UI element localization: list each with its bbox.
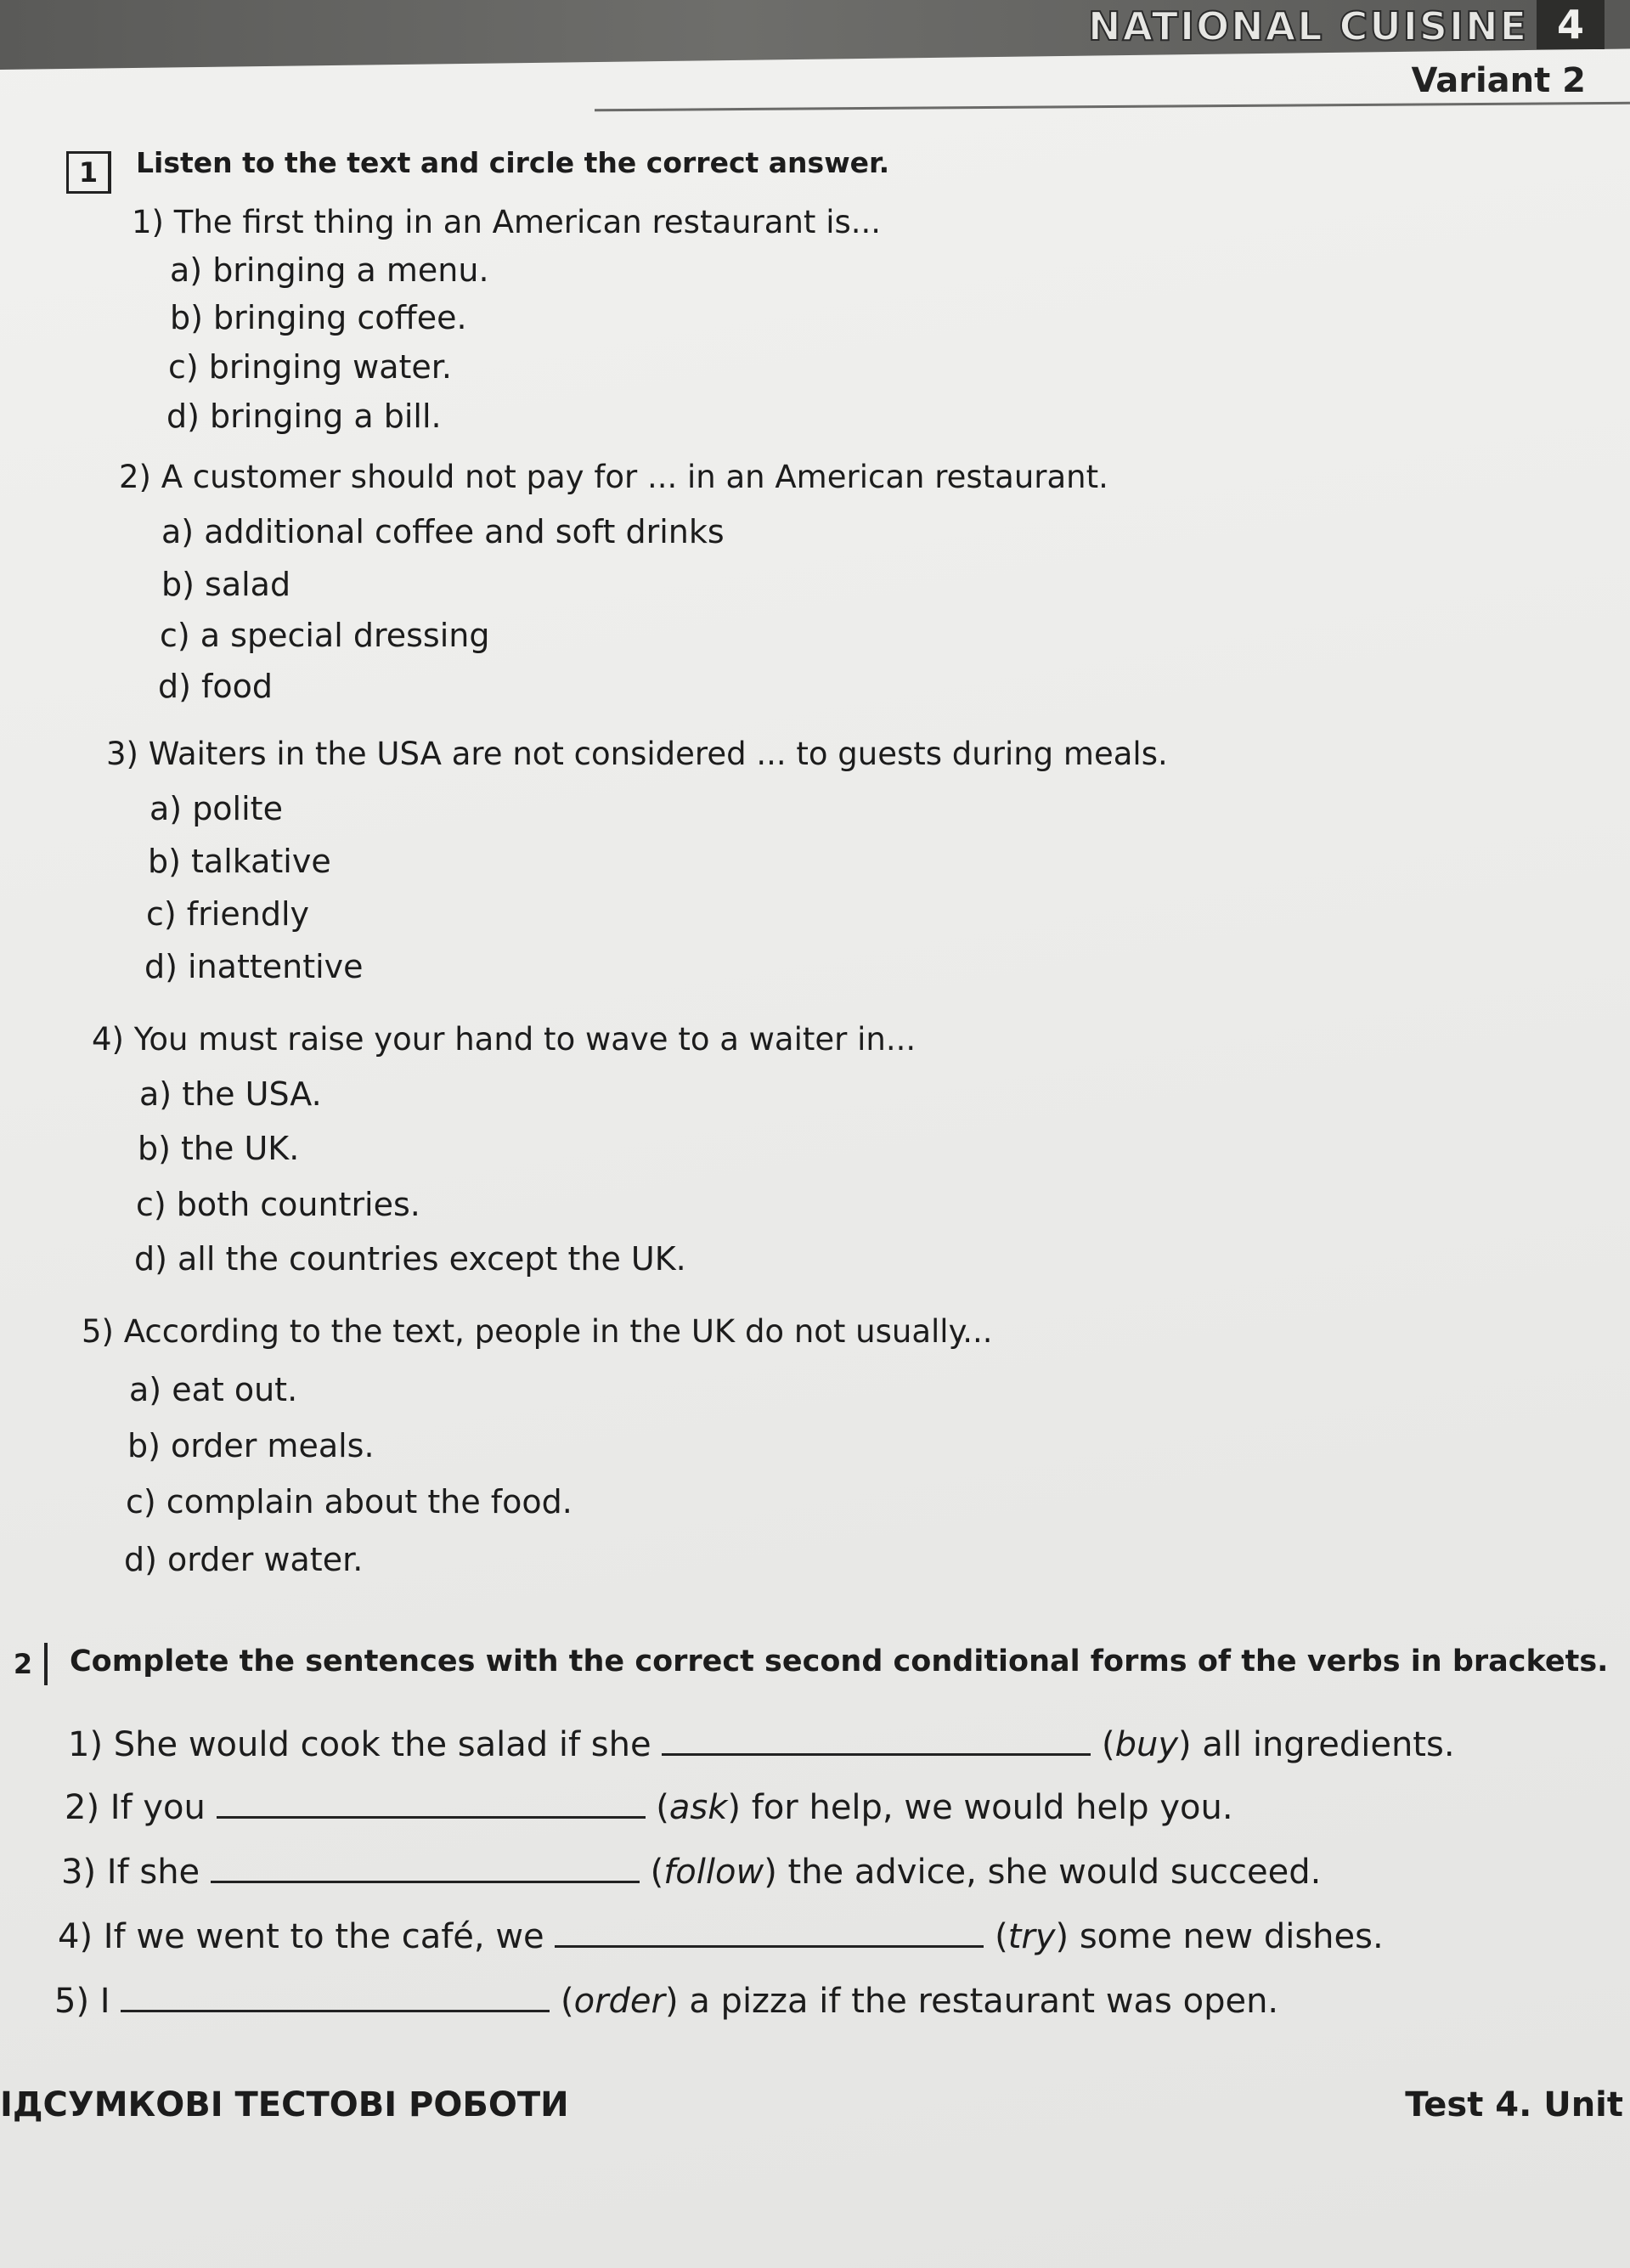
task-number-1: 1 <box>66 151 111 194</box>
sentence-4: 4) If we went to the café, we (try) some new dishes. <box>58 1917 1384 1956</box>
question-5-option-c[interactable]: c) complain about the food. <box>126 1483 572 1520</box>
task-number-2: 2 <box>2 1643 48 1685</box>
question-2: 2) A customer should not pay for ... in an American restaurant. <box>119 459 1108 495</box>
verb-hint-3: follow <box>663 1853 764 1892</box>
task-1-instruction: Listen to the text and circle the correct answer. <box>136 146 890 179</box>
question-3-option-d[interactable]: d) inattentive <box>144 948 364 985</box>
footer-series-title: ІДСУМКОВІ ТЕСТОВІ РОБОТИ <box>0 2085 569 2124</box>
question-1-option-b[interactable]: b) bringing coffee. <box>170 299 467 336</box>
footer-test-label: Test 4. Unit <box>1405 2085 1623 2124</box>
question-1-option-c[interactable]: c) bringing water. <box>168 348 453 386</box>
question-3-option-c[interactable]: c) friendly <box>146 895 309 933</box>
question-2-option-a[interactable]: a) additional coffee and soft drinks <box>161 513 725 550</box>
sentence-4-end: some new dishes. <box>1079 1917 1384 1956</box>
question-3-option-a[interactable]: a) polite <box>149 790 283 827</box>
question-5-option-b[interactable]: b) order meals. <box>127 1427 375 1464</box>
section-title: NATIONAL CUISINE <box>1088 3 1528 49</box>
verb-hint-2: ask <box>668 1788 728 1827</box>
sentence-4-start: 4) If we went to the café, we <box>58 1917 544 1956</box>
question-2-option-c[interactable]: c) a special dressing <box>160 617 490 654</box>
question-1: 1) The first thing in an American restaurant is... <box>132 204 882 240</box>
question-4-option-a[interactable]: a) the USA. <box>139 1075 322 1113</box>
sentence-2-end: for help, we would help you. <box>751 1788 1233 1827</box>
header-divider <box>595 102 1630 112</box>
answer-blank-5[interactable] <box>121 1981 550 2012</box>
question-4-option-b[interactable]: b) the UK. <box>138 1130 300 1167</box>
task-2-instruction: Complete the sentences with the correct second conditional forms of the verbs in brackets. <box>70 1645 1609 1678</box>
question-5: 5) According to the text, people in the UK do not usually... <box>82 1313 993 1350</box>
question-2-option-d[interactable]: d) food <box>158 668 274 705</box>
sentence-1: 1) She would cook the salad if she (buy) all ingredients. <box>68 1725 1455 1764</box>
sentence-5-end: a pizza if the restaurant was open. <box>689 1982 1279 2021</box>
question-5-option-d[interactable]: d) order water. <box>124 1541 364 1578</box>
sentence-3-start: 3) If she <box>61 1853 200 1892</box>
sentence-3-end: the advice, she would succeed. <box>787 1853 1322 1892</box>
question-1-option-a[interactable]: a) bringing a menu. <box>170 251 489 289</box>
answer-blank-4[interactable] <box>555 1916 984 1948</box>
question-3: 3) Waiters in the USA are not considered ... to guests during meals. <box>106 736 1168 772</box>
sentence-1-end: all ingredients. <box>1202 1725 1455 1764</box>
question-4-option-d[interactable]: d) all the countries except the UK. <box>134 1240 686 1278</box>
question-5-option-a[interactable]: a) eat out. <box>129 1371 298 1408</box>
sentence-5-start: 5) I <box>54 1982 110 2021</box>
variant-label: Variant 2 <box>1411 61 1586 100</box>
verb-hint-4: try <box>1007 1917 1056 1956</box>
sentence-1-start: 1) She would cook the salad if she <box>68 1725 651 1764</box>
question-2-option-b[interactable]: b) salad <box>161 566 291 603</box>
sentence-3: 3) If she (follow) the advice, she would succeed. <box>61 1853 1322 1892</box>
sentence-5: 5) I (order) a pizza if the restaurant was open. <box>54 1982 1279 2021</box>
unit-badge: 4 <box>1537 0 1605 49</box>
answer-blank-2[interactable] <box>217 1787 646 1819</box>
answer-blank-1[interactable] <box>662 1724 1091 1756</box>
sentence-2-start: 2) If you <box>65 1788 206 1827</box>
answer-blank-3[interactable] <box>211 1852 640 1883</box>
question-4: 4) You must raise your hand to wave to a waiter in... <box>92 1021 917 1058</box>
verb-hint-1: buy <box>1114 1725 1179 1764</box>
question-4-option-c[interactable]: c) both countries. <box>136 1186 420 1223</box>
question-1-option-d[interactable]: d) bringing a bill. <box>166 398 442 435</box>
question-3-option-b[interactable]: b) talkative <box>148 843 331 880</box>
verb-hint-5: order <box>573 1982 665 2021</box>
sentence-2: 2) If you (ask) for help, we would help you. <box>65 1788 1233 1827</box>
